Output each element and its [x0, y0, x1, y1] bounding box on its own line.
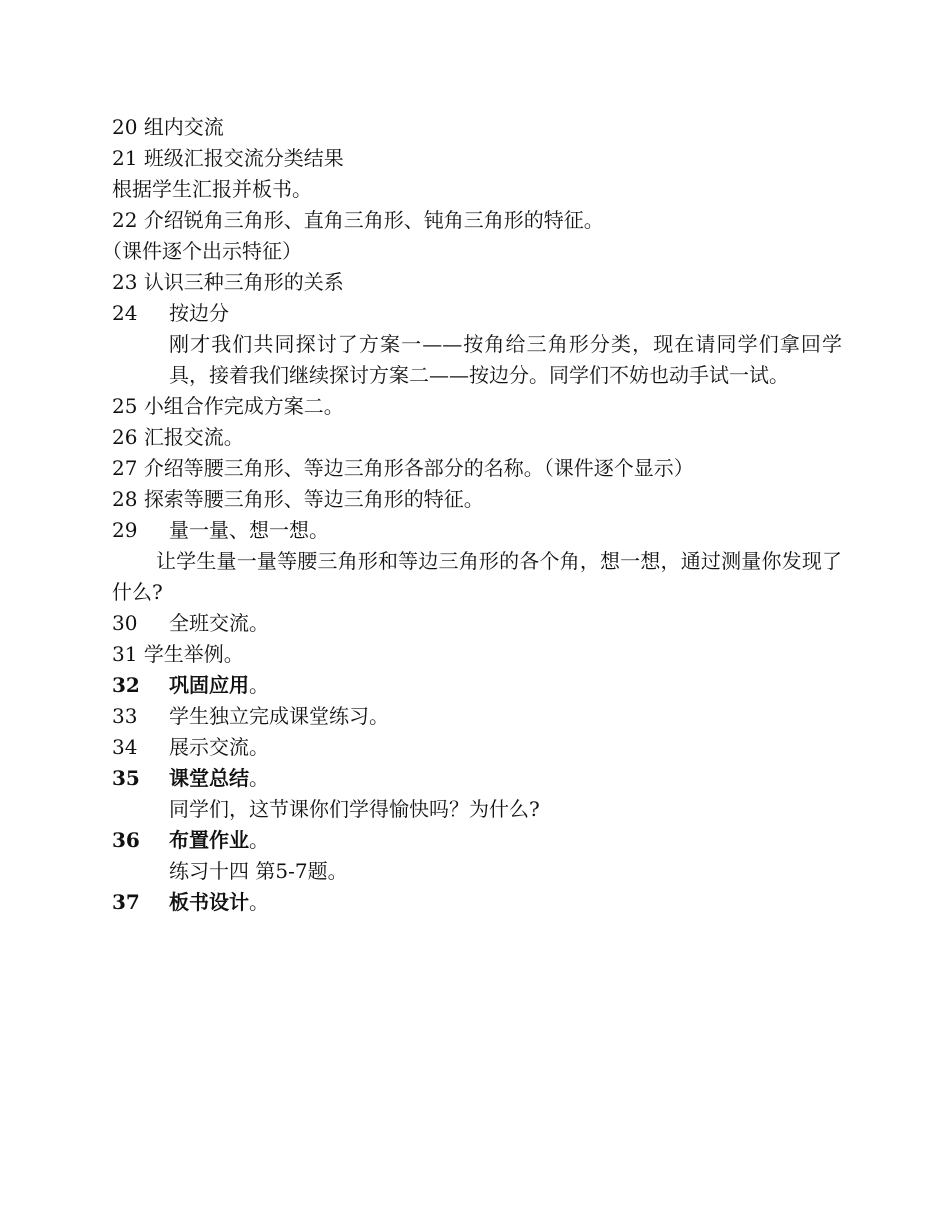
item-text: 量一量、想一想。: [169, 518, 329, 542]
item-number: 35: [112, 766, 140, 790]
item-number: 20: [112, 115, 138, 139]
item-34: [112, 732, 842, 763]
item-30: [112, 608, 842, 639]
document-page: [102, 112, 842, 918]
item-text: 全班交流。: [169, 611, 269, 635]
item-text: 介绍等腰三角形、等边三角形各部分的名称。（课件逐个显示）: [143, 456, 694, 480]
item-text: 学生独立完成课堂练习。: [169, 704, 389, 728]
item-22: [112, 205, 842, 236]
item-number: 37: [112, 890, 140, 914]
item-text: 小组合作完成方案二。: [143, 394, 344, 418]
item-number: 32: [112, 673, 140, 697]
item-number: 34: [112, 735, 138, 759]
item-text: 学生举例。: [143, 642, 244, 666]
item-heading: 板书设计: [169, 890, 249, 914]
paragraph-text: 练习十四 第5-7题。: [169, 859, 348, 883]
item-number: 26: [112, 425, 138, 449]
item-text: 组内交流: [143, 115, 224, 139]
item-number: 31: [112, 642, 138, 666]
item-number: 36: [112, 828, 140, 852]
item-37: [112, 887, 842, 918]
item-number: 33: [112, 704, 138, 728]
item-text: 汇报交流。: [143, 425, 244, 449]
item-number: 29: [112, 518, 138, 542]
item-heading: 课堂总结: [169, 766, 249, 790]
paragraph-board-writing: [112, 174, 842, 205]
item-suffix: 。: [249, 828, 269, 852]
paragraph-text: 同学们，这节课你们学得愉快吗？为什么?: [169, 797, 540, 821]
item-20: [112, 112, 842, 143]
item-28: [112, 484, 842, 515]
item-32: [112, 670, 842, 701]
item-number: 27: [112, 456, 138, 480]
item-text: 探索等腰三角形、等边三角形的特征。: [143, 487, 484, 511]
paragraph-text: 根据学生汇报并板书。: [112, 177, 312, 201]
item-26: [112, 422, 842, 453]
item-text: 班级汇报交流分类结果: [143, 146, 344, 170]
item-text: 按边分: [169, 301, 229, 325]
item-35: [112, 763, 842, 794]
item-text: 展示交流。: [169, 735, 269, 759]
item-suffix: 。: [249, 890, 269, 914]
item-number: 25: [112, 394, 138, 418]
item-21: [112, 143, 842, 174]
item-23: [112, 267, 842, 298]
item-36: [112, 825, 842, 856]
paragraph-text: 让学生量一量等腰三角形和等边三角形的各个角，想一想，通过测量你发现了什么?: [112, 549, 842, 604]
item-number: 23: [112, 270, 138, 294]
item-number: 22: [112, 208, 138, 232]
paragraph-text: 刚才我们共同探讨了方案一——按角给三角形分类，现在请同学们拿回学具，接着我们继续探讨方案二——按边分。同学们不妨也动手试一试。: [169, 332, 842, 387]
item-31: [112, 639, 842, 670]
item-number: 30: [112, 611, 138, 635]
item-number: 24: [112, 301, 138, 325]
item-text: 介绍锐角三角形、直角三角形、钝角三角形的特征。: [143, 208, 604, 232]
item-text: 认识三种三角形的关系: [143, 270, 344, 294]
item-heading: 巩固应用: [169, 673, 249, 697]
item-25: [112, 391, 842, 422]
paragraph-text: （课件逐个出示特征）: [102, 239, 302, 263]
paragraph-courseware-note: [102, 236, 842, 267]
item-suffix: 。: [249, 766, 269, 790]
item-33: [112, 701, 842, 732]
item-heading: 布置作业: [169, 828, 249, 852]
paragraph-measure: [112, 546, 842, 608]
item-suffix: 。: [249, 673, 269, 697]
paragraph-homework: [112, 856, 842, 887]
item-24: [112, 298, 842, 329]
item-number: 21: [112, 146, 138, 170]
item-27: [112, 453, 842, 484]
item-number: 28: [112, 487, 138, 511]
paragraph-plan-two: [112, 329, 842, 391]
item-29: [112, 515, 842, 546]
paragraph-summary-question: [112, 794, 842, 825]
